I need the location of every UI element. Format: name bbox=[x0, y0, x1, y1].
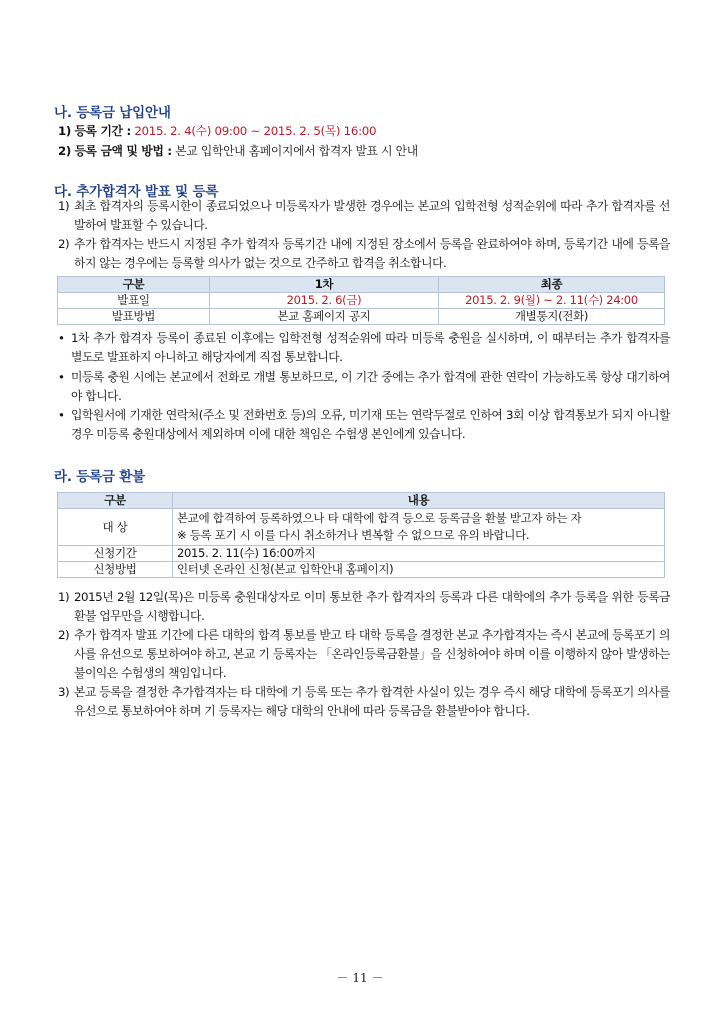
item-number: 1) bbox=[58, 199, 70, 213]
table-header-cell: 최종 bbox=[439, 277, 665, 293]
table-cell: 인터넷 온라인 신청(본교 입학안내 홈페이지) bbox=[173, 562, 665, 578]
bullet-text: 입학원서에 기재한 연락처(주소 및 전화번호 등)의 오류, 미기재 또는 연락두절로 인하여 3회 이상 합격통보가 되지 아니할 경우 미등록 충원대상에서 제외하며 이에 대한 책임은 수험생 본인에게 있습니다. bbox=[71, 408, 670, 441]
item-number: 1) bbox=[58, 590, 70, 604]
table-cell: 신청방법 bbox=[58, 562, 173, 578]
item-number: 1) bbox=[58, 124, 71, 138]
registration-amount-label: 등록 금액 및 방법 : bbox=[74, 144, 172, 158]
registration-amount-value: 본교 입학안내 홈페이지에서 합격자 발표 시 안내 bbox=[175, 144, 418, 158]
registration-amount-line bbox=[58, 142, 418, 159]
item-number: 3) bbox=[58, 685, 70, 699]
table-cell: 본교 홈페이지 공지 bbox=[210, 309, 439, 325]
table-header-cell: 구분 bbox=[58, 277, 210, 293]
refund-paragraph-2 bbox=[58, 626, 670, 683]
item-number: 2) bbox=[58, 144, 71, 158]
paragraph-text: 최초 합격자의 등록시한이 종료되었으나 미등록자가 발생한 경우에는 본교의 입학전형 성적순위에 따라 추가 합격자를 선발하여 발표할 수 있습니다. bbox=[74, 199, 670, 232]
additional-paragraph-2 bbox=[58, 235, 670, 273]
table-cell: 개별통지(전화) bbox=[439, 309, 665, 325]
item-number: 2) bbox=[58, 237, 70, 251]
bullet-icon: • bbox=[58, 408, 65, 422]
bullet-text: 1차 추가 합격자 등록이 종료된 이후에는 입학전형 성적순위에 따라 미등록 충원을 실시하며, 이 때부터는 추가 합격자를 별도로 발표하지 아니하고 해당자에게 직접 통보합니다. bbox=[71, 331, 670, 364]
table-header-cell: 구분 bbox=[58, 493, 173, 509]
section-title-additional: 다. 추가합격자 발표 및 등록 bbox=[54, 184, 219, 200]
bullet-item-2 bbox=[58, 368, 670, 406]
bullet-item-3 bbox=[58, 406, 670, 444]
refund-table bbox=[57, 492, 665, 578]
table-cell: 대 상 bbox=[58, 509, 173, 546]
table-cell: 발표방법 bbox=[58, 309, 210, 325]
table-row bbox=[58, 546, 665, 562]
table-cell: 신청기간 bbox=[58, 546, 173, 562]
registration-period-value: 2015. 2. 4(수) 09:00 ~ 2015. 2. 5(목) 16:00 bbox=[134, 124, 377, 138]
bullet-text: 미등록 충원 시에는 본교에서 전화로 개별 통보하므로, 이 기간 중에는 추가 합격에 관한 연락이 가능하도록 항상 대기하여야 합니다. bbox=[71, 370, 670, 403]
registration-period-label: 등록 기간 : bbox=[74, 124, 131, 138]
refund-paragraph-3 bbox=[58, 683, 670, 721]
announcement-table bbox=[57, 276, 665, 325]
page-number: － 11 － bbox=[336, 971, 384, 985]
bullet-icon: • bbox=[58, 331, 65, 345]
table-header-row bbox=[58, 277, 665, 293]
table-header-row bbox=[58, 493, 665, 509]
table-cell: 2015. 2. 6(금) bbox=[210, 293, 439, 309]
item-number: 2) bbox=[58, 628, 70, 642]
table-cell bbox=[173, 509, 665, 546]
paragraph-text: 본교 등록을 결정한 추가합격자는 타 대학에 기 등록 또는 추가 합격한 사실이 있는 경우 즉시 해당 대학에 등록포기 의사를 유선으로 통보하여야 하며 기 등록자는 해당 대학의 안내에 따라 등록금을 환불받아야 합니다. bbox=[74, 685, 670, 718]
additional-paragraph-1 bbox=[58, 197, 670, 235]
table-row bbox=[58, 309, 665, 325]
table-header-cell: 1차 bbox=[210, 277, 439, 293]
section-title-payment: 나. 등록금 납입안내 bbox=[54, 105, 171, 121]
table-row bbox=[58, 509, 665, 546]
table-row bbox=[58, 562, 665, 578]
registration-period-line bbox=[58, 122, 376, 139]
bullet-item-1 bbox=[58, 329, 670, 367]
section-title-refund: 라. 등록금 환불 bbox=[54, 469, 145, 485]
bullet-icon: • bbox=[58, 370, 65, 384]
table-cell: 발표일 bbox=[58, 293, 210, 309]
table-cell: 2015. 2. 11(수) 16:00까지 bbox=[173, 546, 665, 562]
table-cell: 2015. 2. 9(월) ~ 2. 11(수) 24:00 bbox=[439, 293, 665, 309]
refund-paragraph-1 bbox=[58, 588, 670, 626]
table-row bbox=[58, 293, 665, 309]
refund-target-text: 본교에 합격하여 등록하였으나 타 대학에 합격 등으로 등록금을 환불 받고자 하는 자 bbox=[177, 511, 582, 525]
paragraph-text: 2015년 2월 12일(목)은 미등록 충원대상자로 이미 통보한 추가 합격자의 등록과 다른 대학에의 추가 등록을 위한 등록금 환불 업무만을 시행합니다. bbox=[74, 590, 670, 623]
paragraph-text: 추가 합격자 발표 기간에 다른 대학의 합격 통보를 받고 타 대학 등록을 결정한 본교 추가합격자는 즉시 본교에 등록포기 의사를 유선으로 통보하여야 하고, 본교 기 등록자는 「온라인등록금환불」을 신청하여야 하며 이를 이행하지 않아 발생하는 불이익은 수험생의 책임입니다. bbox=[74, 628, 670, 680]
table-header-cell: 내용 bbox=[173, 493, 665, 509]
refund-notice-text: ※ 등록 포기 시 이를 다시 취소하거나 변복할 수 없으므로 유의 바랍니다. bbox=[177, 528, 530, 542]
paragraph-text: 추가 합격자는 반드시 지정된 추가 합격자 등록기간 내에 지정된 장소에서 등록을 완료하여야 하며, 등록기간 내에 등록을 하지 않는 경우에는 등록할 의사가 없는 것으로 간주하고 합격을 취소합니다. bbox=[74, 237, 670, 270]
